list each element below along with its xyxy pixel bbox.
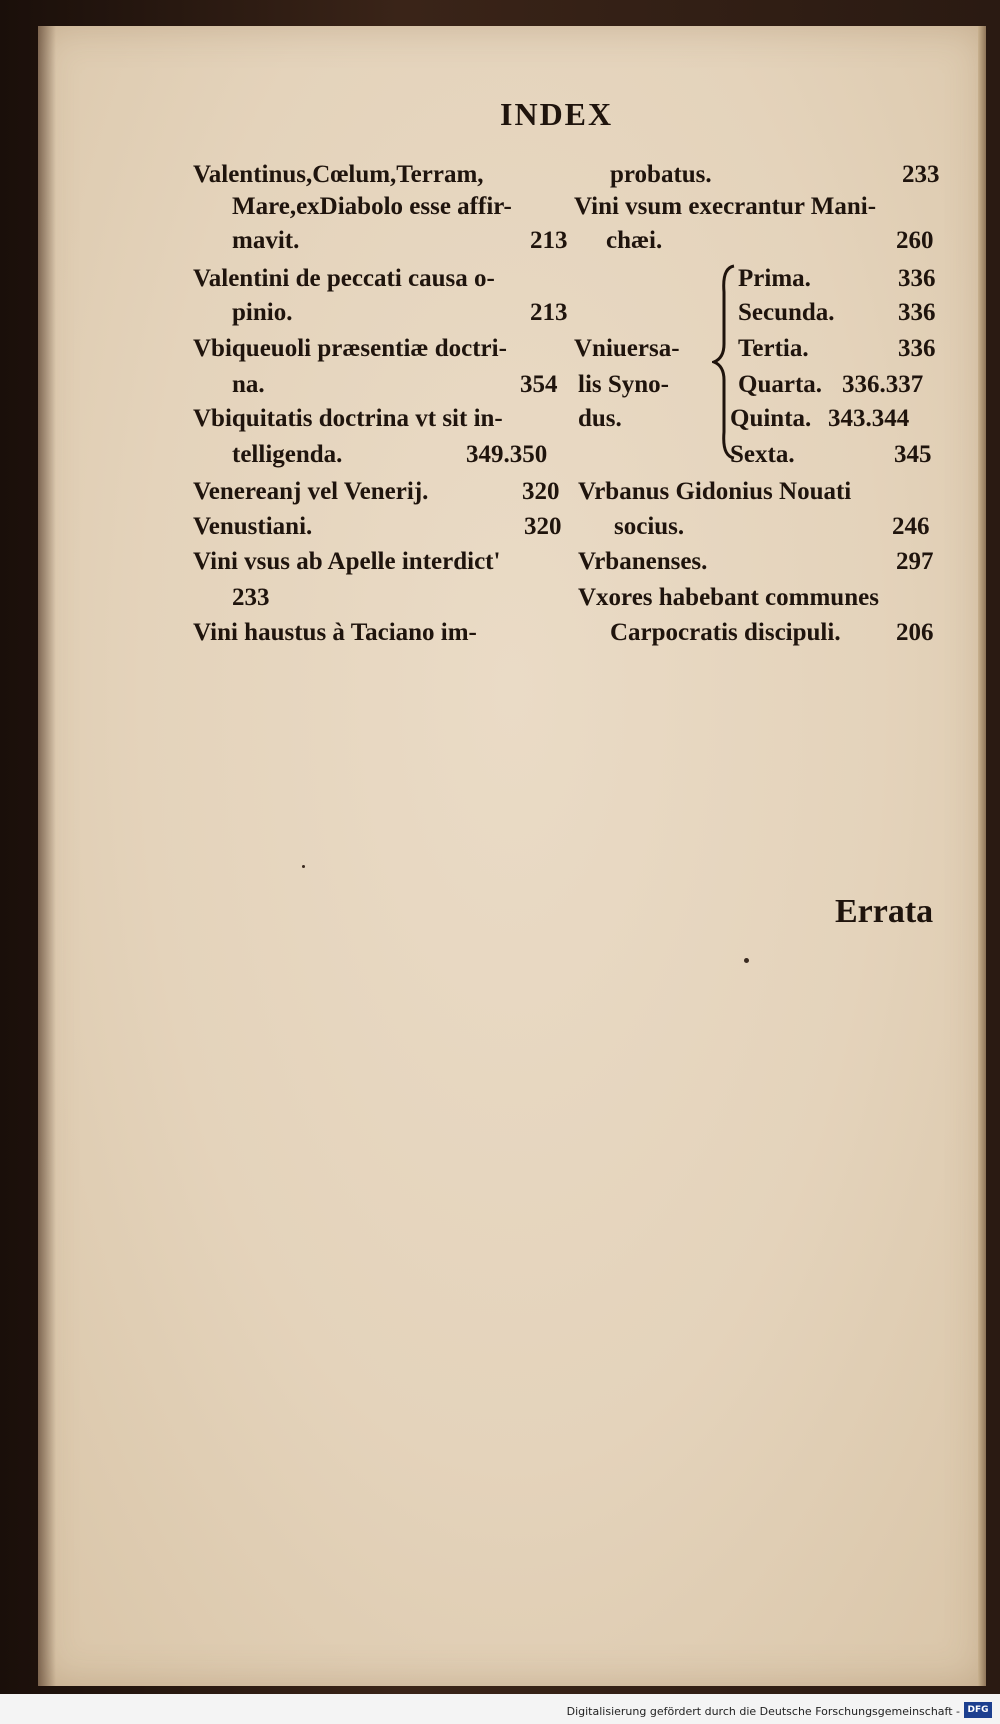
synod-sexta: Sexta. (730, 441, 795, 468)
right-page-manichaei: 260 (896, 227, 934, 254)
left-page-7: 354 (520, 371, 558, 398)
catchword: Errata (835, 893, 934, 930)
synod-label-2: lis Syno- (578, 371, 670, 398)
right-page-probatus: 233 (902, 161, 940, 188)
left-entry-10: Venereanj vel Venerij. (193, 478, 429, 505)
left-entry-11: Venustiani. (193, 513, 313, 540)
left-page-11: 320 (524, 513, 562, 540)
synod-quinta-page: 343.344 (828, 405, 910, 432)
left-page-5: 213 (530, 299, 568, 326)
right-page-urbanus: 246 (892, 513, 930, 540)
left-entry-12: Vini vsus ab Apelle interdict' (193, 548, 501, 575)
left-entry-14: Vini haustus à Taciano im- (193, 619, 477, 646)
left-entry-7: na. (232, 371, 265, 398)
dfg-logo: DFG (964, 1702, 992, 1718)
right-entry-urbanus-2: socius. (614, 513, 685, 540)
synod-tertia-page: 336 (898, 335, 936, 362)
synod-quinta: Quinta. (730, 405, 812, 432)
synod-prima-page: 336 (898, 265, 936, 292)
page-heading: INDEX (500, 96, 614, 132)
right-entry-urbanus: Vrbanus Gidonius Nouati (578, 478, 852, 505)
left-entry-13: 233 (232, 584, 270, 611)
left-entry-5: pinio. (232, 299, 293, 326)
right-entry-probatus: probatus. (610, 161, 712, 188)
right-page-urbanenses: 297 (896, 548, 934, 575)
synod-secunda-page: 336 (898, 299, 936, 326)
right-entry-uxores-2: Carpocratis discipuli. (610, 619, 841, 646)
right-page-uxores: 206 (896, 619, 934, 646)
left-page-3: 213 (530, 227, 568, 254)
right-entry-uxores: Vxores habebant communes (578, 584, 879, 611)
synod-quarta: Quarta. (738, 371, 823, 398)
book-page (38, 26, 986, 1686)
synod-label-1: Vniuersa- (574, 335, 680, 362)
left-entry-3: mavit. (232, 227, 300, 254)
right-entry-manichaei-2: chæi. (606, 227, 663, 254)
synod-prima: Prima. (738, 265, 811, 292)
left-entry-2: Mare,exDiabolo esse affir- (232, 193, 512, 220)
left-entry-4: Valentini de peccati causa o- (193, 265, 495, 292)
left-page-9: 349.350 (466, 441, 548, 468)
left-page-10: 320 (522, 478, 560, 505)
synod-tertia: Tertia. (738, 335, 809, 362)
left-entry-1: Valentinus,Cœlum,Terram, (193, 161, 484, 188)
synod-sexta-page: 345 (894, 441, 932, 468)
right-entry-urbanenses: Vrbanenses. (578, 548, 708, 575)
left-entry-6: Vbiqueuoli præsentiæ doctri- (193, 335, 507, 362)
synod-label-3: dus. (578, 405, 622, 432)
synod-quarta-page: 336.337 (842, 371, 924, 398)
left-entry-8: Vbiquitatis doctrina vt sit in- (193, 405, 503, 432)
synod-secunda: Secunda. (738, 299, 835, 326)
ink-speck (744, 958, 749, 963)
footer-credit: Digitalisierung gefördert durch die Deutsche Forschungsgemeinschaft - (566, 1705, 960, 1718)
left-entry-9: telligenda. (232, 441, 343, 468)
ink-speck (302, 865, 305, 868)
right-entry-manichaei: Vini vsum execrantur Mani- (574, 193, 877, 220)
gutter-shadow (38, 26, 56, 1686)
page-edge (978, 26, 986, 1686)
